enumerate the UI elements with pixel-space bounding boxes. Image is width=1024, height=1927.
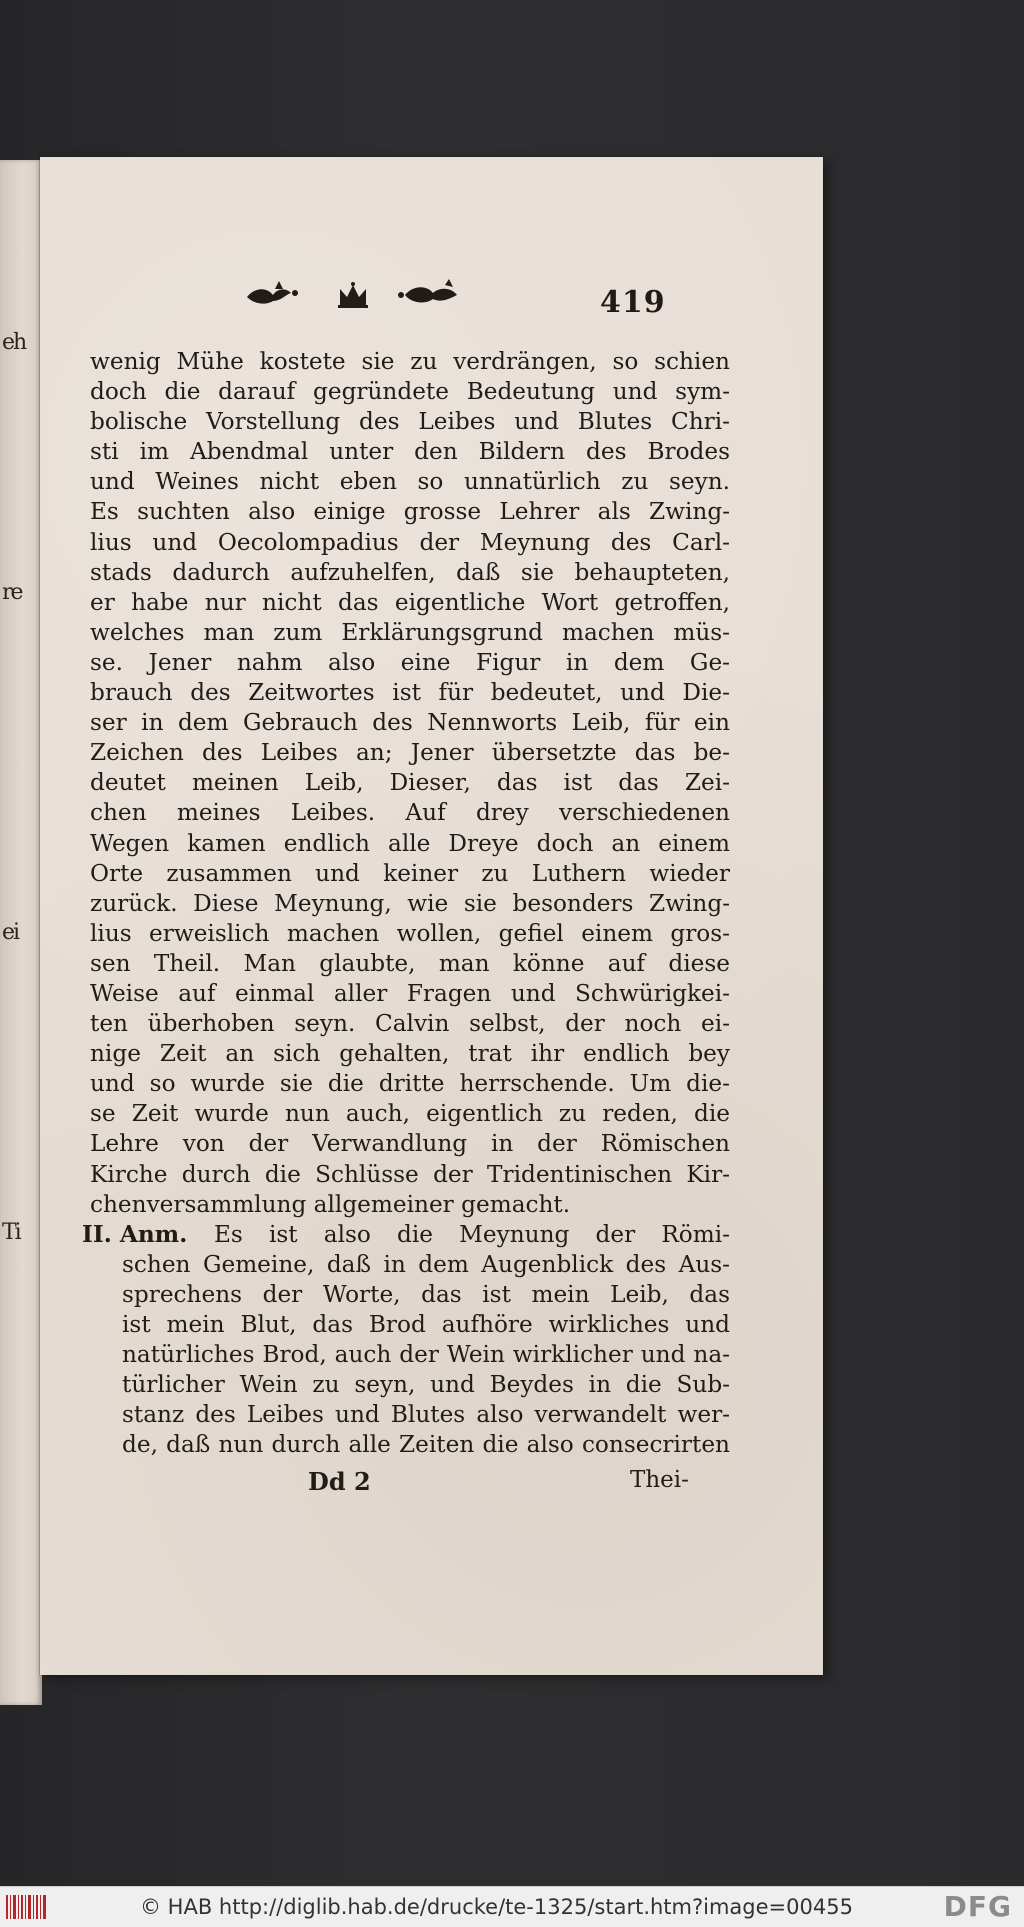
text-line: Zeichen des Leibes an; Jener übersetzte das be-	[90, 739, 730, 767]
left-page-fragment: ei	[2, 920, 19, 945]
annotation-line	[82, 1220, 730, 1250]
text-line: ist mein Blut, das Brod aufhöre wirkliches und	[122, 1311, 730, 1338]
barcode-icon	[6, 1895, 48, 1919]
copyright-link[interactable]: © HAB http://diglib.hab.de/drucke/te-1325/start.htm?image=00455	[140, 1895, 853, 1919]
text-line: de, daß nun durch alle Zeiten die also consecrirten	[122, 1431, 730, 1459]
text-line: nige Zeit an sich gehalten, trat ihr endlich bey	[90, 1040, 730, 1068]
dfg-logo: DFG	[943, 1890, 1012, 1923]
text-line: schen Gemeine, daß in dem Augenblick des Aus-	[122, 1250, 730, 1278]
text-line: Es suchten also einige grosse Lehrer als Zwing-	[90, 498, 730, 526]
text-line: chenversammlung allgemeiner gemacht.	[90, 1190, 571, 1218]
text-line: sen Theil. Man glaubte, man könne auf diese	[90, 949, 730, 977]
text-line: se. Jener nahm also eine Figur in dem Ge-	[90, 648, 730, 676]
text-line: lius und Oecolompadius der Meynung des Carl-	[90, 528, 730, 556]
text-line: natürliches Brod, auch der Wein wirklicher und na-	[122, 1341, 730, 1369]
text-line: Kirche durch die Schlüsse der Tridentinischen Kir-	[90, 1160, 730, 1188]
text-line: ser in dem Gebrauch des Nennworts Leib, für ein	[90, 709, 730, 737]
text-line: brauch des Zeitwortes ist für bedeutet, und Die-	[90, 679, 730, 707]
catchword: Thei-	[630, 1467, 689, 1493]
page-number: 419	[600, 285, 666, 320]
text-line: sti im Abendmal unter den Bildern des Brodes	[90, 438, 730, 466]
left-page-fragment: Ti	[2, 1220, 20, 1245]
text-line: lius erweislich machen wollen, gefiel einem gros-	[90, 919, 730, 947]
text-line: ten überhoben seyn. Calvin selbst, der noch ei-	[90, 1010, 730, 1038]
text-line: stanz des Leibes und Blutes also verwandelt wer-	[122, 1401, 730, 1429]
book-page	[40, 157, 823, 1675]
text-line: welches man zum Erklärungsgrund machen müs-	[90, 618, 730, 646]
text-line: wenig Mühe kostete sie zu verdrängen, so schien	[90, 348, 730, 375]
text-line: Orte zusammen und keiner zu Luthern wieder	[90, 859, 730, 887]
text-line: und Weines nicht eben so unnatürlich zu seyn.	[90, 468, 730, 496]
text-line: se Zeit wurde nun auch, eigentlich zu reden, die	[90, 1100, 730, 1128]
signature-mark: Dd 2	[308, 1467, 371, 1496]
text-line: sprechens der Worte, das ist mein Leib, das	[122, 1280, 730, 1308]
footer-bar	[0, 1886, 1024, 1927]
text-line: zurück. Diese Meynung, wie sie besonders Zwing-	[90, 889, 730, 917]
annotation-mark: II. Anm.	[82, 1220, 188, 1248]
text-line: deutet meinen Leib, Dieser, das ist das Zei-	[90, 769, 730, 797]
text-line: und so wurde sie die dritte herrschende. Um die-	[90, 1070, 730, 1098]
left-page-edge	[0, 160, 42, 1705]
left-page-fragment: eh	[2, 330, 26, 355]
text-line: doch die darauf gegründete Bedeutung und sym-	[90, 378, 730, 406]
text-line: Wegen kamen endlich alle Dreye doch an einem	[90, 829, 730, 857]
text-line: Lehre von der Verwandlung in der Römischen	[90, 1130, 730, 1158]
text-line: türlicher Wein zu seyn, und Beydes in die Sub-	[122, 1371, 730, 1399]
text-line: chen meines Leibes. Auf drey verschiedenen	[90, 799, 730, 827]
text-line: er habe nur nicht das eigentliche Wort getroffen,	[90, 588, 730, 616]
text-line: stads dadurch aufzuhelfen, daß sie behaupteten,	[90, 558, 730, 586]
header-ornament-icon	[245, 279, 515, 311]
text-line: Weise auf einmal aller Fragen und Schwürigkei-	[90, 979, 730, 1007]
annotation-first-line: Es ist also die Meynung der Römi-	[214, 1220, 730, 1248]
left-page-fragment: re	[2, 580, 22, 605]
body-text	[82, 347, 730, 1460]
text-line: bolische Vorstellung des Leibes und Blutes Chri-	[90, 408, 730, 436]
